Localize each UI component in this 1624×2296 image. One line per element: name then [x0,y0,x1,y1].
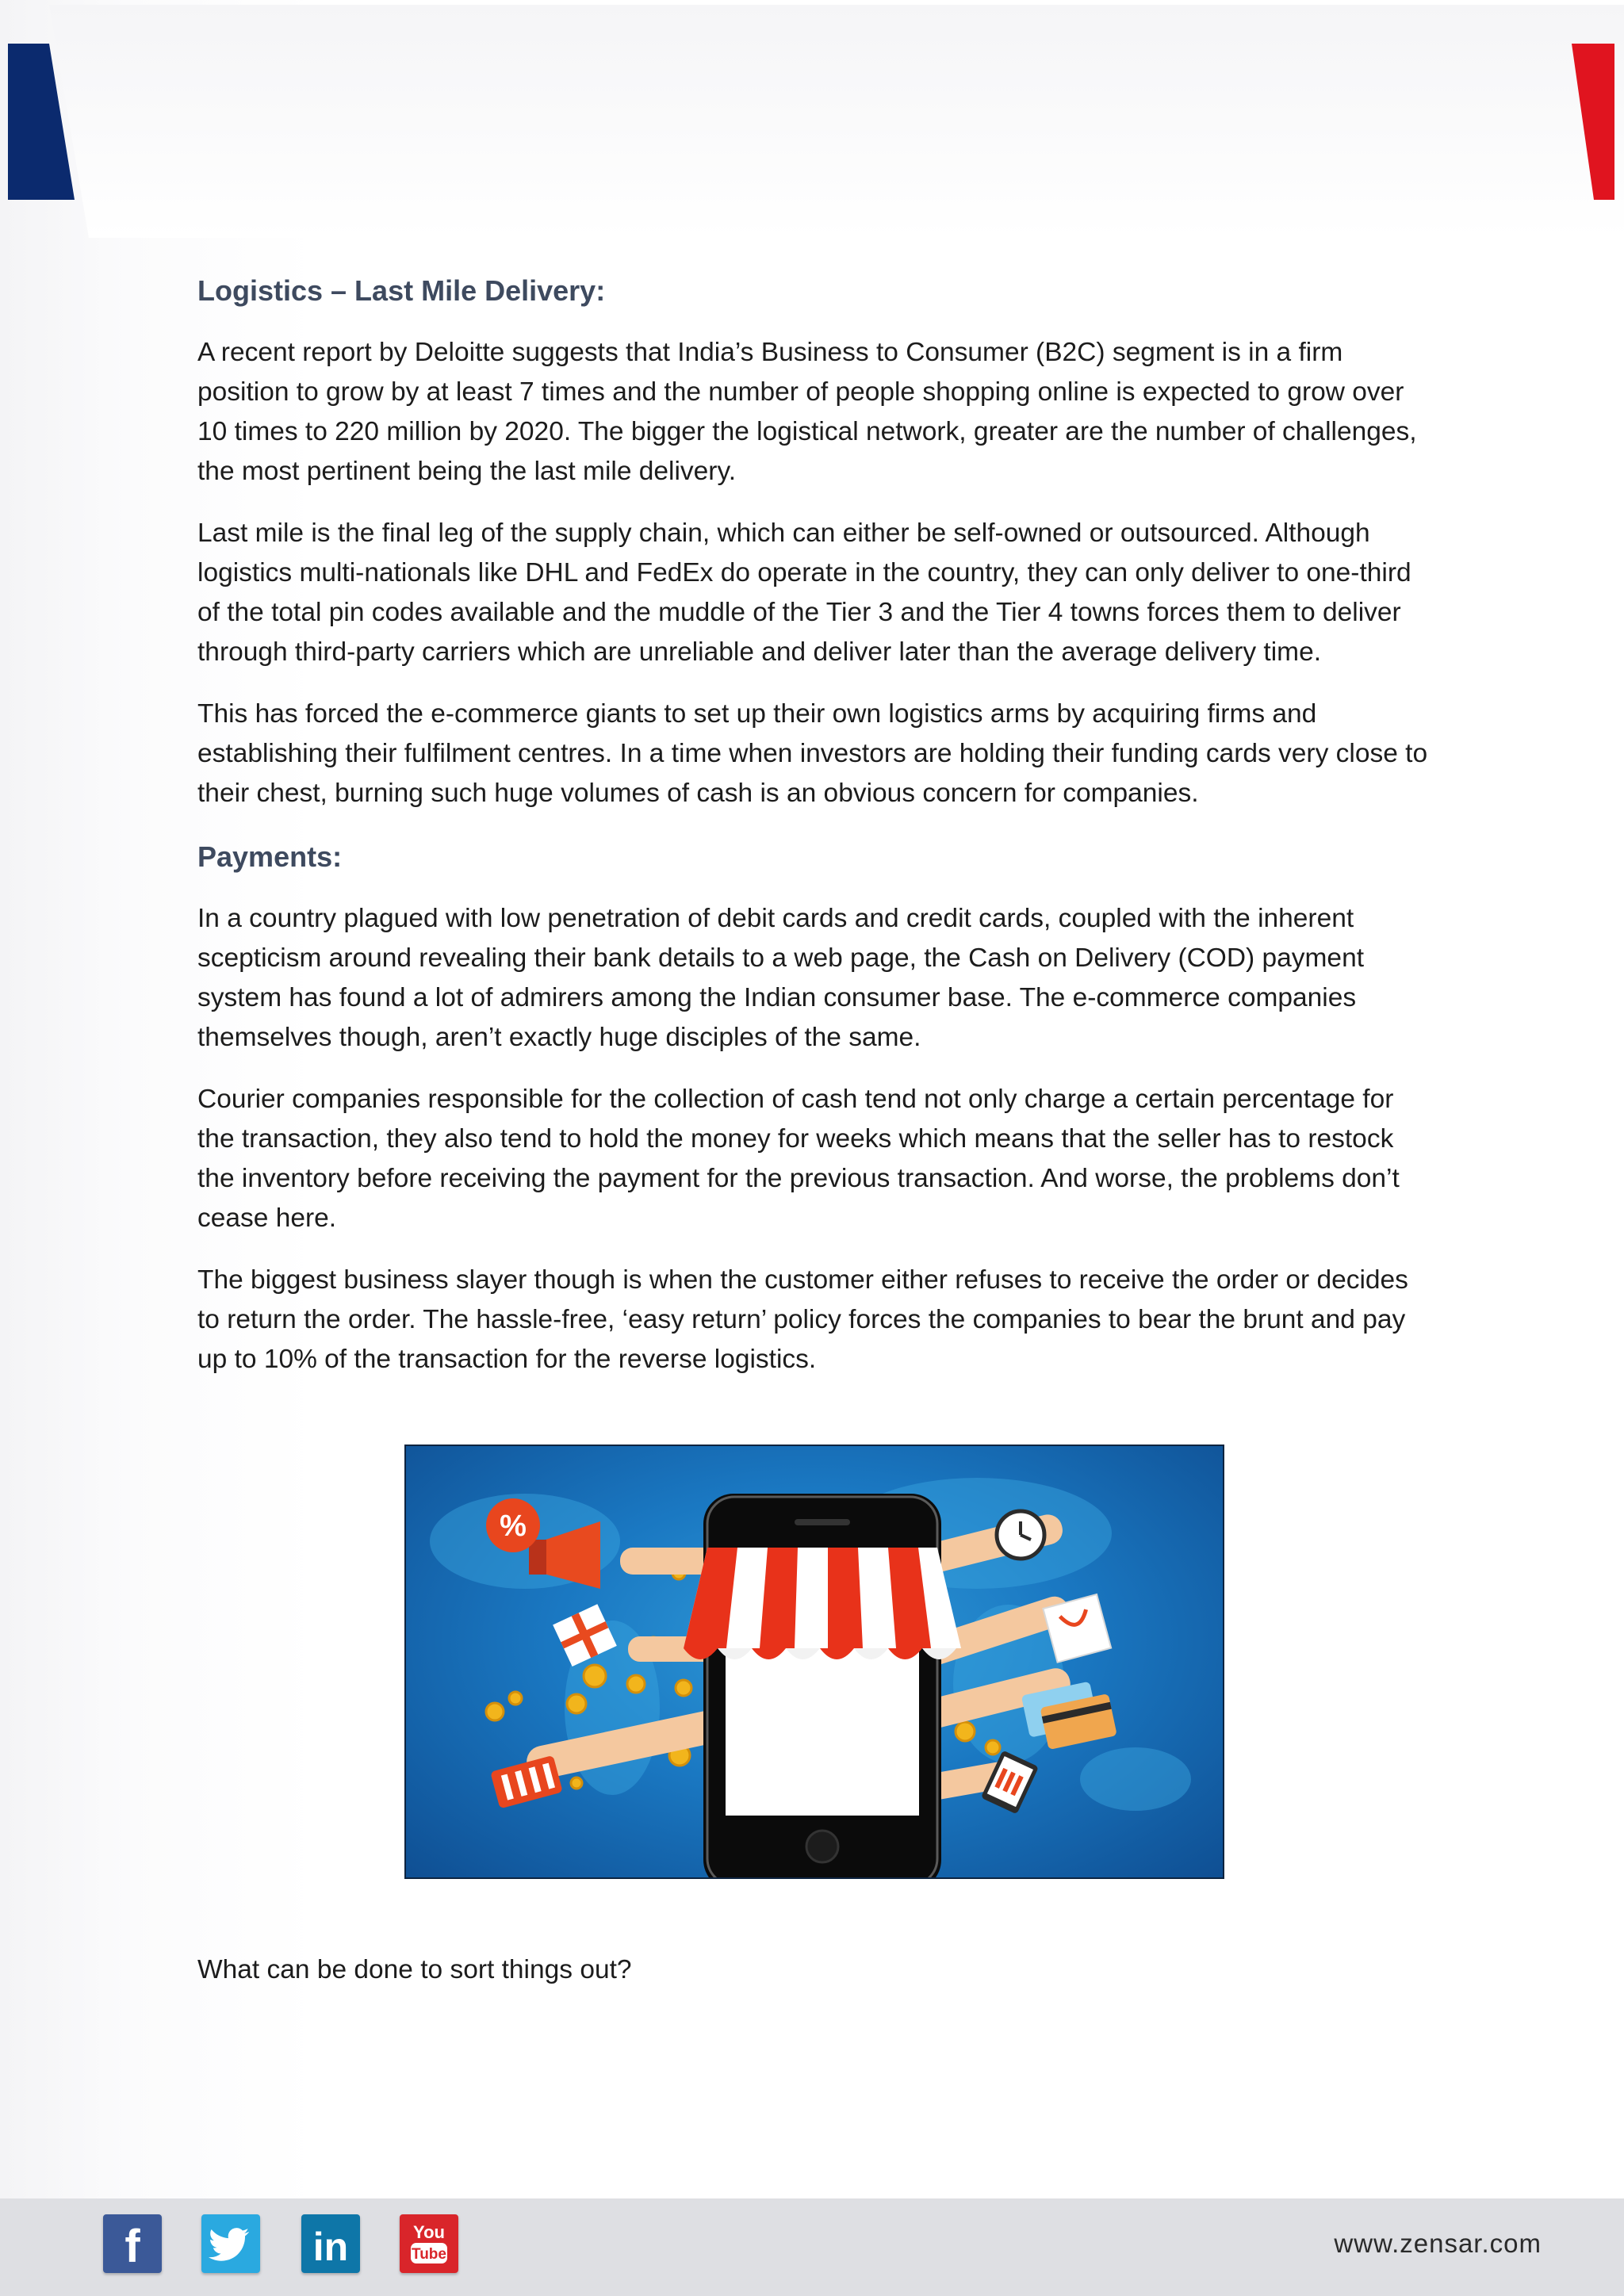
percent-badge-text: % [500,1510,527,1543]
paragraph: Last mile is the final leg of the supply chain, which can either be self-owned or outsourced. Although logistics multi-nationals like DHL and FedEx do operate in the country, they can only deliver to one-third of the total pin codes available and the muddle of the Tier 3 and the Tier 4 towns forces them to deliver through third-party carriers which are unreliable and deliver later than the average delivery time. [197,519,1411,667]
section-heading-logistics: Logistics – Last Mile Delivery: [197,274,606,307]
header-banner [0,0,1624,242]
closing-question: What can be done to sort things out? [197,1955,632,1984]
paragraph: This has forced the e-commerce giants to set up their own logistics arms by acquiring firms and establishing their fulfilment centres. In a time when investors are holding their funding cards very close to their chest, burning such huge volumes of cash is an obvious concern for companies. [197,699,1428,808]
youtube-icon[interactable] [400,2214,458,2273]
svg-text:Tube: Tube [412,2246,446,2263]
svg-text:You: You [413,2222,445,2242]
svg-text:in: in [312,2225,349,2269]
storefront-awning-icon [684,1548,961,1659]
paragraph: In a country plagued with low penetration of debit cards and credit cards, coupled with the inherent scepticism around revealing their bank details to a web page, the Cash on Delivery (COD) payment system has found a lot of admirers among the Indian consumer base. The e-commerce companies themselves though, aren’t exactly huge disciples of the same. [197,904,1365,1052]
paragraph: Courier companies responsible for the collection of cash tend not only charge a certain percentage for the transaction, they also tend to hold the money for weeks which means that the seller has to restock the inventory before receiving the payment for the previous transaction. And worse, the problems don’t cease here. [197,1085,1400,1233]
svg-text:f: f [124,2221,140,2272]
article-body [197,270,1434,1402]
ecommerce-illustration [404,1445,1224,1879]
paragraph: A recent report by Deloitte suggests that India’s Business to Consumer (B2C) segment is in a firm position to grow by at least 7 times and the number of people shopping online is expected to grow over 10 times to 220 million by 2020. The bigger the logistical network, greater are the number of challenges, the most pertinent being the last mile delivery. [197,338,1417,486]
section-heading-payments: Payments: [197,840,343,873]
paragraph: The biggest business slayer though is when the customer either refuses to receive the order or decides to return the order. The hassle-free, ‘easy return’ policy forces the companies to bear the brunt and pay up to 10% of the transaction for the reverse logistics. [197,1265,1408,1374]
twitter-icon[interactable] [201,2214,260,2273]
website-link[interactable]: www.zensar.com [1334,2229,1542,2258]
facebook-icon[interactable] [103,2214,162,2273]
linkedin-icon[interactable] [301,2214,360,2273]
